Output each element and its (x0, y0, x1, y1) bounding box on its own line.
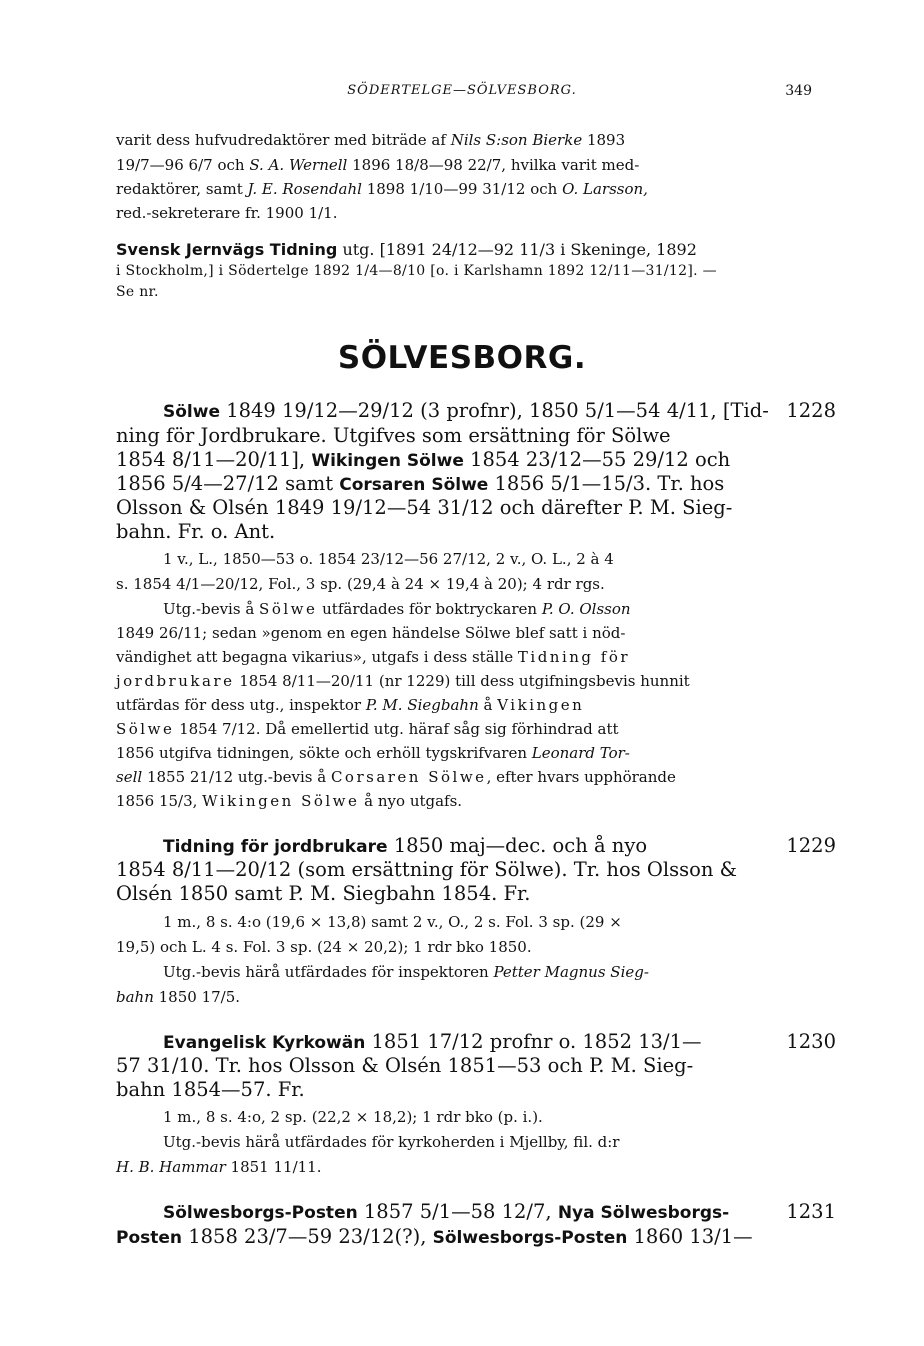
person-name: P. O. Olsson (541, 600, 631, 618)
text-run: 1898 1/10—99 31/12 och (361, 180, 563, 198)
text-run: 1857 5/1—58 12/7, (357, 1200, 558, 1223)
text-line (116, 792, 462, 810)
text-line: Utg.-bevis härå utfärdades för kyrkoherden i Mjellby, fil. d:r (163, 1133, 620, 1151)
text-run: utg. [1891 24/12—92 11/3 i Skeninge, 1892 (337, 240, 697, 259)
text-run: utfärdas för dess utg., inspektor (116, 696, 366, 714)
text-run: 1850 maj—dec. och å nyo (387, 834, 648, 857)
text-run: Utg.-bevis härå utfärdades för inspektoren (163, 963, 494, 981)
text-run: 1851 11/11. (225, 1158, 322, 1176)
text-line (116, 1225, 753, 1248)
text-line (116, 448, 730, 471)
text-line (116, 472, 724, 495)
person-name: H. B. Hammar (116, 1158, 226, 1176)
text-line: 1 m., 8 s. 4:o, 2 sp. (22,2 × 18,2); 1 rdr bko (p. i.). (163, 1108, 543, 1126)
text-run: Utg.-bevis å (163, 600, 260, 618)
text-line: 19,5) och L. 4 s. Fol. 3 sp. (24 × 20,2); 1 rdr bko 1850. (116, 938, 532, 956)
text-line: Olsén 1850 samt P. M. Siegbahn 1854. Fr. (116, 882, 531, 905)
text-line (116, 720, 619, 738)
text-line (116, 672, 690, 690)
person-name: O. Larsson, (562, 180, 648, 198)
text-line (163, 399, 769, 422)
newspaper-title: Nya Sölwesborgs- (557, 1203, 730, 1223)
text-run: 1849 19/12—29/12 (3 profnr), 1850 5/1—54 4/11, [Tid- (220, 399, 769, 422)
newspaper-title: Vikingen (497, 696, 585, 714)
page-number: 349 (785, 83, 812, 99)
text-line (163, 600, 631, 618)
newspaper-title: Evangelisk Kyrkowän (163, 1033, 366, 1053)
text-line (116, 240, 697, 259)
section-title: SÖLVESBORG. (337, 340, 587, 376)
running-header (0, 83, 924, 103)
text-line (116, 1158, 321, 1176)
newspaper-title: Sölwesborgs-Posten (432, 1228, 628, 1248)
text-run: 1856 5/1—15/3. Tr. hos (488, 472, 725, 495)
newspaper-title: Wikingen Sölwe (311, 451, 464, 471)
text-run: utfärdades för boktryckaren (317, 600, 542, 618)
text-run: 1856 utgifva tidningen, sökte och erhöll tygskrifvaren (116, 744, 532, 762)
text-line (163, 963, 649, 981)
text-run: , efter hvars upphörande (486, 768, 676, 786)
text-run: redaktörer, samt (116, 180, 248, 198)
text-line: s. 1854 4/1—20/12, Fol., 3 sp. (29,4 à 24 × 19,4 à 20); 4 rdr rgs. (116, 575, 605, 593)
text-line: bahn. Fr. o. Ant. (116, 520, 276, 543)
text-line (163, 834, 647, 857)
text-run: 1860 13/1— (627, 1225, 753, 1248)
newspaper-title: Sölwesborgs-Posten (163, 1203, 358, 1223)
text-run: 1858 23/7—59 23/12(?), (182, 1225, 433, 1248)
text-run: 1854 8/11—20/11 (nr 1229) till dess utgifningsbevis hunnit (234, 672, 690, 690)
text-run: varit dess hufvudredaktörer med biträde af (116, 131, 451, 149)
person-name: bahn (116, 988, 154, 1006)
text-run: å nyo utgafs. (359, 792, 463, 810)
text-line: 1854 8/11—20/12 (som ersättning för Sölwe). Tr. hos Olsson & (116, 858, 737, 881)
text-line: i Stockholm,] i Södertelge 1892 1/4—8/10 [o. i Karlshamn 1892 12/11—31/12]. — (116, 263, 717, 279)
running-title: SÖDERTELGE—SÖLVESBORG. (347, 83, 577, 98)
text-run: å (478, 696, 498, 714)
text-line (116, 648, 630, 666)
newspaper-title: Sölwe (163, 402, 220, 422)
entry-number: 1231 (786, 1200, 836, 1223)
text-run: vändighet att begagna vikarius», utgafs i dess ställe (116, 648, 518, 666)
text-line: Se nr. (116, 284, 159, 300)
text-run: 1851 17/12 profnr o. 1852 13/1— (365, 1030, 702, 1053)
text-line: bahn 1854—57. Fr. (116, 1078, 305, 1101)
newspaper-title: Tidning för (517, 648, 631, 666)
text-line (116, 744, 630, 762)
text-run: 1896 18/8—98 22/7, hvilka varit med- (347, 156, 640, 174)
text-run: 1893 (582, 131, 626, 149)
person-name: S. A. Wernell (249, 156, 348, 174)
newspaper-title: Sölwe (116, 720, 175, 738)
entry-number: 1228 (786, 399, 836, 422)
text-run: 1855 21/12 utg.-bevis å (142, 768, 331, 786)
person-name: Leonard Tor- (531, 744, 630, 762)
text-line (116, 131, 625, 149)
text-line: 1 m., 8 s. 4:o (19,6 × 13,8) samt 2 v., O., 2 s. Fol. 3 sp. (29 × (163, 913, 622, 931)
text-line (116, 180, 648, 198)
text-line: 1 v., L., 1850—53 o. 1854 23/12—56 27/12, 2 v., O. L., 2 à 4 (163, 550, 614, 568)
person-name: P. M. Siegbahn (365, 696, 479, 714)
text-line (163, 1200, 729, 1223)
person-name: sell (116, 768, 143, 786)
text-run: 1854 7/12. Då emellertid utg. häraf såg sig förhindrad att (174, 720, 619, 738)
newspaper-title: Posten (116, 1228, 183, 1248)
newspaper-title: Corsaren Sölwe (339, 475, 489, 495)
text-run: 19/7—96 6/7 och (116, 156, 250, 174)
person-name: Petter Magnus Sieg- (493, 963, 649, 981)
text-run: 1854 8/11—20/11], (116, 448, 312, 471)
text-line (116, 768, 676, 786)
newspaper-title: Wikingen Sölwe (202, 792, 360, 810)
newspaper-title: Corsaren Sölwe (330, 768, 487, 786)
text-line (116, 696, 584, 714)
text-line (116, 156, 639, 174)
newspaper-title: Tidning för jordbrukare (163, 837, 388, 857)
text-line: 57 31/10. Tr. hos Olsson & Olsén 1851—53 och P. M. Sieg- (116, 1054, 694, 1077)
text-line (116, 988, 240, 1006)
text-line: red.-sekreterare fr. 1900 1/1. (116, 204, 338, 222)
entry-number: 1230 (786, 1030, 836, 1053)
newspaper-title: jordbrukare (116, 672, 235, 690)
text-line: 1849 26/11; sedan »genom en egen händelse Sölwe blef satt i nöd- (116, 624, 626, 642)
text-line: ning för Jordbrukare. Utgifves som ersättning för Sölwe (116, 424, 671, 447)
text-run: 1856 5/4—27/12 samt (116, 472, 340, 495)
text-line (163, 1030, 702, 1053)
person-name: Nils S:son Bierke (450, 131, 583, 149)
text-run: 1854 23/12—55 29/12 och (463, 448, 731, 471)
text-line: Olsson & Olsén 1849 19/12—54 31/12 och därefter P. M. Sieg- (116, 496, 733, 519)
entry-number: 1229 (786, 834, 836, 857)
person-name: J. E. Rosendahl (247, 180, 362, 198)
text-run: 1850 17/5. (153, 988, 241, 1006)
newspaper-title: Svensk Jernvägs Tidning (116, 240, 338, 259)
newspaper-title: Sölwe (259, 600, 318, 618)
text-run: 1856 15/3, (116, 792, 203, 810)
